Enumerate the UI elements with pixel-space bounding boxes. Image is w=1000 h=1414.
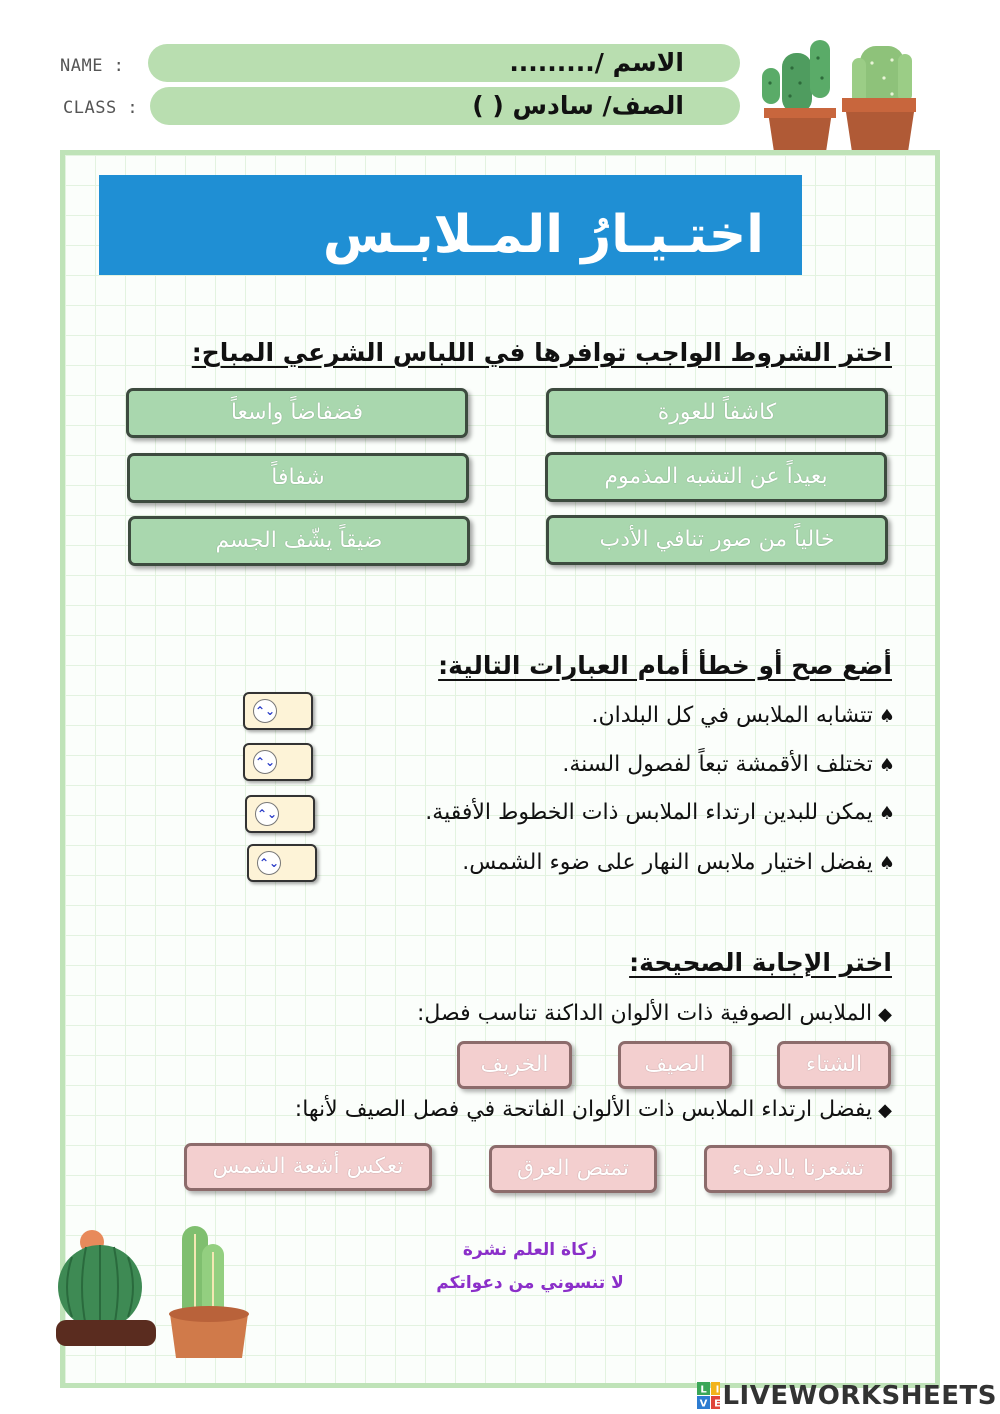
section3-heading: اختر الإجابة الصحيحة:	[629, 948, 892, 977]
brand-name: LIVEWORKSHEETS	[722, 1381, 997, 1411]
condition-option[interactable]: ضيقاً يشّف الجسم	[128, 516, 470, 566]
statement-text: تتشابه الملابس في كل البلدان.	[591, 703, 873, 728]
answer-option[interactable]: الصيف	[618, 1041, 732, 1089]
spade-bullet-icon: ♠	[878, 803, 895, 824]
true-false-statement	[320, 800, 895, 825]
badge-letter-4: E	[714, 1398, 721, 1410]
question-text: الملابس الصوفية ذات الألوان الداكنة تناسب فصل:	[416, 1001, 873, 1026]
dropdown-toggle-icon: ⌃⌄	[257, 851, 281, 875]
statement-text: يفضل اختيار ملابس النهار على ضوء الشمس.	[462, 850, 873, 875]
true-false-dropdown[interactable]	[247, 844, 317, 882]
condition-option[interactable]: كاشفاً للعورة	[546, 388, 888, 438]
dropdown-toggle-icon: ⌃⌄	[253, 699, 277, 723]
cactus-pots-bottom-icon	[52, 1222, 257, 1362]
title-banner	[99, 175, 802, 275]
name-field[interactable]	[148, 44, 740, 82]
answer-option[interactable]: الشتاء	[777, 1041, 891, 1089]
class-field-text: الصف/ سادس ( )	[472, 91, 684, 120]
condition-option[interactable]: فضفاضاً واسعاً	[126, 388, 468, 438]
section2-heading: أضع صح أو خطأ أمام العبارات التالية:	[438, 651, 892, 680]
badge-letter-1: L	[700, 1384, 707, 1396]
badge-letter-3: V	[699, 1398, 708, 1410]
liveworksheets-logo	[697, 1380, 997, 1412]
footer-line-1: زكاة العلم نشرة	[462, 1240, 598, 1260]
question-text: يفضل ارتداء الملابس ذات الألوان الفاتحة في فصل الصيف لأنها:	[294, 1097, 873, 1122]
statement-text: يمكن للبدين ارتداء الملابس ذات الخطوط الأفقية.	[425, 800, 873, 825]
statement-text: تختلف الأقمشة تبعاً لفصول السنة.	[562, 752, 873, 777]
question-2	[140, 1097, 892, 1122]
badge-letter-2: I	[715, 1384, 720, 1396]
question-1	[220, 1001, 892, 1026]
answer-option[interactable]: الخريف	[457, 1041, 572, 1089]
class-field[interactable]	[150, 87, 740, 125]
liveworksheets-badge-icon	[697, 1382, 720, 1410]
condition-option[interactable]: شفافاً	[127, 453, 469, 503]
answer-option[interactable]: تعكس أشعة الشمس	[184, 1143, 432, 1191]
spade-bullet-icon: ♠	[878, 755, 895, 776]
diamond-bullet-icon: ◆	[878, 1100, 892, 1121]
true-false-statement	[330, 850, 895, 875]
cactus-pots-icon	[752, 28, 932, 156]
dropdown-toggle-icon: ⌃⌄	[253, 750, 277, 774]
spade-bullet-icon: ♠	[878, 853, 895, 874]
name-label: NAME :	[60, 56, 125, 76]
condition-option[interactable]: بعيداً عن التشبه المذموم	[545, 452, 887, 502]
condition-option[interactable]: خالياً من صور تنافي الأدب	[546, 515, 888, 565]
name-field-text: الاسم /.........	[509, 48, 684, 77]
spade-bullet-icon: ♠	[878, 706, 895, 727]
footer-line-2: لا تنسوني من دعواتكم	[436, 1273, 624, 1293]
diamond-bullet-icon: ◆	[878, 1004, 892, 1025]
section1-heading: اختر الشروط الواجب توافرها في اللباس الشرعي المباح:	[191, 338, 892, 367]
answer-option[interactable]: تمتص العرق	[489, 1145, 657, 1193]
page-title: اختـيـارُ المـلابـس	[322, 205, 764, 265]
dropdown-toggle-icon: ⌃⌄	[255, 802, 279, 826]
answer-option[interactable]: تشعرنا بالدفء	[704, 1145, 892, 1193]
true-false-dropdown[interactable]	[243, 743, 313, 781]
class-label: CLASS :	[63, 98, 139, 118]
true-false-statement	[330, 703, 895, 728]
true-false-statement	[330, 752, 895, 777]
true-false-dropdown[interactable]	[243, 692, 313, 730]
true-false-dropdown[interactable]	[245, 795, 315, 833]
